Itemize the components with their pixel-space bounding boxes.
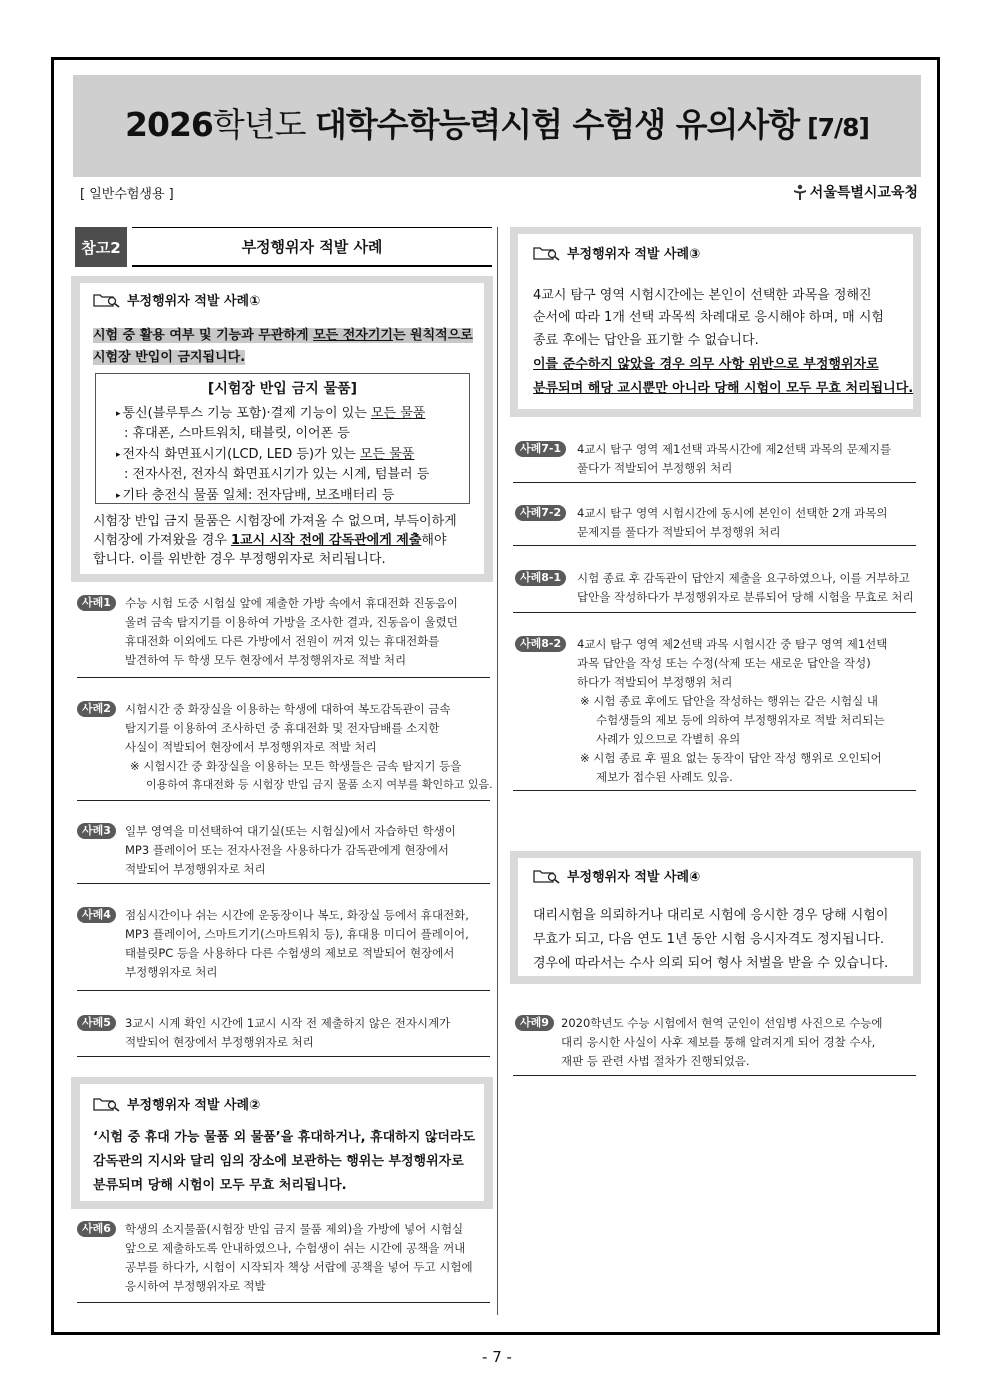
case-3-line: MP3 플레이어 또는 전자사전을 사용하다가 감독관에게 현장에서 xyxy=(125,843,449,857)
banned-item-2-examples: : 전자사전, 전자식 화면표시기가 있는 시계, 텀블러 등 xyxy=(124,467,430,482)
box2-line: 분류되며 당해 시험이 모두 무효 처리됩니다. xyxy=(93,1178,347,1193)
case-7-2-line: 문제지를 풀다가 적발되어 부정행위 처리 xyxy=(577,525,781,539)
folder-search-icon xyxy=(93,292,121,308)
box1-line1-a: 시험 중 활용 여부 및 기능과 무관하게 xyxy=(93,328,314,343)
case-7-2-line: 4교시 탐구 영역 시험시간에 동시에 본인이 선택한 2개 과목의 xyxy=(577,506,888,520)
case-badge: 사례7-1 xyxy=(515,441,566,457)
case-4-line: 부정행위자로 처리 xyxy=(125,965,218,979)
case-badge: 사례1 xyxy=(77,595,116,611)
case-badge: 사례9 xyxy=(515,1015,554,1031)
case-badge: 사례5 xyxy=(77,1015,116,1031)
case-2-line: 탐지기를 이용하여 조사하던 중 휴대전화 및 전자담배를 소지한 xyxy=(125,721,440,735)
divider xyxy=(513,790,916,791)
case-badge: 사례8-1 xyxy=(515,570,566,586)
banned-item-2-text: 전자식 화면표시기(LCD, LED 등)가 있는 xyxy=(122,447,360,462)
title-year: 2026 xyxy=(125,105,213,144)
bullet-icon: ▸ xyxy=(116,491,121,501)
title-page-indicator: [7/8] xyxy=(807,113,869,142)
case-4-line: 태블릿PC 등을 사용하다 다른 수험생의 제보로 적발되어 현장에서 xyxy=(125,946,455,960)
case-8-2-note: 수험생들의 제보 등에 의하여 부정행위자로 적발 처리되는 xyxy=(596,713,885,727)
case-2-line: 사실이 적발되어 현장에서 부정행위자로 적발 처리 xyxy=(125,740,377,754)
audience-label: [ 일반수험생용 ] xyxy=(80,187,174,202)
case-8-2-note: 제보가 접수된 사례도 있음. xyxy=(596,770,733,784)
case-6-line: 공부를 하다가, 시험이 시작되자 책상 서랍에 공책을 넣어 두고 시험에 xyxy=(125,1260,473,1274)
case-9-line: 대리 응시한 사실이 사후 제보를 통해 알려지게 되어 경찰 수사, xyxy=(561,1035,876,1049)
case-box-2-title: 부정행위자 적발 사례② xyxy=(127,1098,261,1113)
case-badge: 사례6 xyxy=(77,1221,116,1237)
case-1-line: 발견하여 두 학생 모두 현장에서 부정행위자로 적발 처리 xyxy=(125,653,407,667)
case-8-2-note: ※ 시험 종료 후 필요 없는 동작이 답안 작성 행위로 오인되어 xyxy=(580,751,882,765)
title-bar xyxy=(73,75,921,177)
divider xyxy=(513,545,916,546)
page-number: - 7 - xyxy=(482,1348,512,1366)
box1-para-2-a: 시험장에 가져왔을 경우 xyxy=(93,533,231,548)
banned-item-2 xyxy=(116,443,414,462)
box1-line1-b: 는 원칙적으로 xyxy=(392,328,473,343)
case-8-2-line: 과목 답안을 작성 또는 수정(삭제 또는 새로운 답안을 작성) xyxy=(577,656,871,670)
case-1-line: 수능 시험 도중 시험실 앞에 제출한 가방 속에서 휴대전화 진동음이 xyxy=(125,596,458,610)
case-badge: 사례2 xyxy=(77,701,116,717)
case-7-1-line: 풀다가 적발되어 부정행위 처리 xyxy=(577,461,733,475)
banned-items-box xyxy=(95,373,470,504)
box4-line: 무효가 되고, 다음 연도 1년 동안 시험 응시자격도 정지됩니다. xyxy=(533,932,884,947)
banned-item-1-examples: : 휴대폰, 스마트워치, 태블릿, 이어폰 등 xyxy=(124,426,350,441)
case-6-line: 학생의 소지물품(시험장 반입 금지 물품 제외)을 가방에 넣어 시험실 xyxy=(125,1222,464,1236)
divider xyxy=(513,1075,916,1076)
folder-search-icon xyxy=(533,245,561,261)
box2-line: ‘시험 중 휴대 가능 물품 외 물품’을 휴대하거나, 휴대하지 않더라도 xyxy=(93,1130,476,1145)
case-badge: 사례8-2 xyxy=(515,636,566,652)
case-1-line: 휴대전화 이외에도 다른 가방에서 전원이 꺼져 있는 휴대전화를 xyxy=(125,634,440,648)
case-7-1-line: 4교시 탐구 영역 제1선택 과목시간에 제2선택 과목의 문제지를 xyxy=(577,442,892,456)
case-4-line: 점심시간이나 쉬는 시간에 운동장이나 복도, 화장실 등에서 휴대전화, xyxy=(125,908,469,922)
banned-item-3 xyxy=(116,484,394,503)
box1-line1-u: 모든 전자기기 xyxy=(313,328,393,343)
divider xyxy=(77,1302,490,1303)
folder-search-icon xyxy=(533,868,561,884)
box1-para-1: 시험장 반입 금지 물품은 시험장에 가져올 수 없으며, 부득이하게 xyxy=(93,514,457,529)
divider xyxy=(513,612,916,613)
banned-item-3-text: 기타 충전식 물품 일체: 전자담배, 보조배터리 등 xyxy=(122,488,395,503)
box3-line: 순서에 따라 1개 선택 과목씩 차례대로 응시해야 하며, 매 시험 xyxy=(533,310,884,325)
title-main: 대학수학능력시험 수험생 유의사항 xyxy=(315,105,800,144)
divider xyxy=(77,677,490,678)
box1-line2-text: 시험장 반입이 금지됩니다. xyxy=(93,350,246,365)
case-6-line: 응시하여 부정행위자로 적발 xyxy=(125,1279,266,1293)
org-label xyxy=(793,182,918,202)
case-box-3-title: 부정행위자 적발 사례③ xyxy=(567,247,701,262)
case-box-1-heading xyxy=(93,290,260,309)
case-2-line: 시험시간 중 화장실을 이용하는 학생에 대하여 복도감독관이 금속 xyxy=(125,702,451,716)
case-box-1-title: 부정행위자 적발 사례① xyxy=(127,294,261,309)
box3-line: 이를 준수하지 않았을 경우 의무 사항 위반으로 부정행위자로 xyxy=(533,357,879,372)
case-2-note: ※ 시험시간 중 화장실을 이용하는 모든 학생들은 금속 탐지기 등을 xyxy=(130,759,462,773)
case-8-2-line: 4교시 탐구 영역 제2선택 과목 시험시간 중 탐구 영역 제1선택 xyxy=(577,637,888,651)
case-9-line: 2020학년도 수능 시험에서 현역 군인이 선임병 사진으로 수능에 xyxy=(561,1016,883,1030)
reference-title: 부정행위자 적발 사례 xyxy=(132,227,492,267)
box3-line: 분류되며 해당 교시뿐만 아니라 당해 시험이 모두 무효 처리됩니다. xyxy=(533,381,914,396)
case-box-3-heading xyxy=(533,243,700,262)
case-8-2-line: 하다가 적발되어 부정행위 처리 xyxy=(577,675,733,689)
box1-line1 xyxy=(93,325,473,347)
case-8-1-line: 답안을 작성하다가 부정행위자로 분류되어 당해 시험을 무효로 처리 xyxy=(577,590,914,604)
education-office-logo-icon xyxy=(793,184,807,200)
banned-item-1-u: 모든 물품 xyxy=(370,406,426,421)
org-name: 서울특별시교육청 xyxy=(809,185,918,201)
reference-heading xyxy=(75,227,492,267)
box4-line: 대리시험을 의뢰하거나 대리로 시험에 응시한 경우 당해 시험이 xyxy=(533,908,889,923)
divider xyxy=(77,990,490,991)
case-8-2-note: 사례가 있으므로 각별히 유의 xyxy=(596,732,741,746)
box1-para-3: 합니다. 이를 위반한 경우 부정행위자로 처리됩니다. xyxy=(93,552,386,567)
case-2-note: 이용하여 휴대전화 등 시험장 반입 금지 물품 소지 여부를 확인하고 있음. xyxy=(146,778,493,791)
title-academic-year: 학년도 xyxy=(212,105,316,144)
case-8-2-note: ※ 시험 종료 후에도 답안을 작성하는 행위는 같은 시험실 내 xyxy=(580,694,879,708)
divider xyxy=(77,883,490,884)
case-5-line: 적발되어 현장에서 부정행위자로 처리 xyxy=(125,1035,314,1049)
box2-line: 감독관의 지시와 달리 임의 장소에 보관하는 행위는 부정행위자로 xyxy=(93,1154,464,1169)
case-badge: 사례7-2 xyxy=(515,505,566,521)
box1-para-2-b: 해야 xyxy=(421,533,447,548)
banned-item-2-u: 모든 물품 xyxy=(359,447,415,462)
case-9-line: 재판 등 관련 사법 절차가 진행되었음. xyxy=(561,1054,750,1068)
divider xyxy=(77,800,490,801)
column-divider xyxy=(497,227,498,1315)
case-box-4-title: 부정행위자 적발 사례④ xyxy=(567,870,701,885)
case-5-line: 3교시 시계 확인 시간에 1교시 시작 전 제출하지 않은 전자시계가 xyxy=(125,1016,451,1030)
box4-line: 경우에 따라서는 수사 의뢰 되어 형사 처벌을 받을 수 있습니다. xyxy=(533,956,889,971)
bullet-icon: ▸ xyxy=(116,409,121,419)
reference-badge: 참고2 xyxy=(75,227,127,267)
case-4-line: MP3 플레이어, 스마트기기(스마트워치 등), 휴대용 미디어 플레이어, xyxy=(125,927,469,941)
case-8-1-line: 시험 종료 후 감독관이 답안지 제출을 요구하였으나, 이를 거부하고 xyxy=(577,571,910,585)
page-title xyxy=(73,99,921,146)
case-3-line: 적발되어 부정행위자로 처리 xyxy=(125,862,266,876)
case-badge: 사례3 xyxy=(77,823,116,839)
case-6-line: 앞으로 제출하도록 안내하였으나, 수험생이 쉬는 시간에 공책을 꺼내 xyxy=(125,1241,466,1255)
box1-line2 xyxy=(93,347,245,369)
divider xyxy=(77,1056,490,1057)
case-badge: 사례4 xyxy=(77,907,116,923)
folder-search-icon xyxy=(93,1096,121,1112)
case-box-2-heading xyxy=(93,1094,260,1113)
box1-para-2-u: 1교시 시작 전에 감독관에게 제출 xyxy=(230,533,422,548)
banned-items-title: [시험장 반입 금지 물품] xyxy=(207,381,358,397)
banned-item-1-text: 통신(블루투스 기능 포함)·결제 기능이 있는 xyxy=(122,406,371,421)
bullet-icon: ▸ xyxy=(116,450,121,460)
box3-line: 4교시 탐구 영역 시험시간에는 본인이 선택한 과목을 정해진 xyxy=(533,288,872,303)
case-3-line: 일부 영역을 미선택하여 대기실(또는 시험실)에서 자습하던 학생이 xyxy=(125,824,456,838)
divider xyxy=(513,482,916,483)
box3-line: 종료 후에는 답안을 표기할 수 없습니다. xyxy=(533,333,759,348)
banned-item-1 xyxy=(116,402,425,421)
case-1-line: 울려 금속 탐지기를 이용하여 가방을 조사한 결과, 진동음이 울렸던 xyxy=(125,615,458,629)
case-box-4-heading xyxy=(533,866,700,885)
